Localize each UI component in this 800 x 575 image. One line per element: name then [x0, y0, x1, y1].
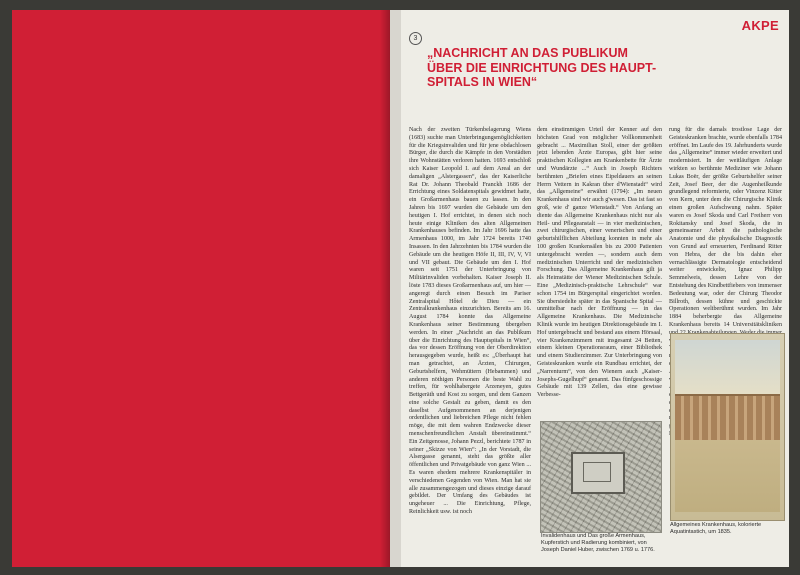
brand-logo-text: AKPE: [741, 18, 779, 33]
headline-line: SPITALS IN WIEN“: [427, 75, 538, 89]
headline-line: ÜBER DIE EINRICHTUNG DES HAUPT-: [427, 60, 657, 75]
inner-courtyard-shape: [583, 462, 611, 482]
red-cover-page: [12, 10, 390, 567]
page-fold-shadow: [380, 10, 390, 567]
aquatint-krankenhaus-image: [670, 333, 785, 521]
engraving-armenhaus-image: [540, 421, 662, 533]
image-caption-2: Allgemeines Krankenhaus, kolorierte Aquatintastich, um 1835.: [670, 522, 762, 535]
image-building: [675, 394, 780, 442]
page-number: 3: [409, 32, 422, 45]
headline-line: „NACHRICHT AN DAS PUBLIKUM: [427, 46, 628, 60]
brochure-spread: [12, 10, 789, 567]
image-caption-1: Invalidenhaus und Das große Armenhaus, Kupferstich und Radierung kombiniert, von Joseph Daniel Huber, zwischen 1769 u. 1776.: [541, 533, 655, 553]
article-headline: [427, 46, 772, 90]
text-column-1: Nach der zweiten Türkenbelagerung Wiens (1683) suchte man Unterbringungsmöglichkeiten für die Kriegsinvaliden und für jene obdachlosen Bürger, die durch die Kämpfe in den Vorstädten ihre Wohnstätten verloren hatten. 1693 entschloß sich Kaiser Leopold I. auf dem Areal an der damaligen „Alstergassen“, das der Kaiserliche Rat Dr. Johann Theobald Franckh 1686 der Errichtung eines Soldatenspitals gewidmet hatte, ein Großarmenhaus bauen zu lassen. In den Jahren bis 1697 wurden die Gebäude um den heutigen I. Hof errichtet, in denen sich noch heute einige Kliniken des alten Allgemeinen Krankenhauses befinden. Im Jahr 1696 hatte das Armenhaus 1000, im Jahr 1724 bereits 1740 Insassen. In den Jahrzehnten bis 1784 wurden die Gebäude um die heutigen Höfe II, III, IV, V, VI und VII gebaut. Die Gebäude um den I. Hof waren seit 1751 der Unterbringung von Militärinvaliden vorbehalten. Kaiser Joseph II. löste 1783 dieses Großarmenhaus auf, um hier — angeregt durch einen Besuch im Pariser Zentralspital Hôtel de Dieu — ein Zentralkrankenhaus einzurichten. Bereits am 16. August 1784 konnte das Allgemeine Krankenhaus seiner Bestimmung übergeben werden. In einer „Nachricht an das Publikum über die Einrichtung des Hauptspitals in Wien“, das vor dessen Eröffnung von der Oberdirektion herausgegeben wurde, heißt es: „Überhaupt hat man getrachtet, an Ärzten, Chirurgen, Geburtshelfern, Wehmüttern (Hebammen) und anderen nöthigen Personen die beste Wahl zu treffen, für wohlhabergete Arzeneyen, gutes Bettgeräth und Kost zu sorgen, und dem Ganzen eine solche Gestalt zu geben, damit es den daselbst Aufgenommenen an derjenigen ordentlichen und liebreichen Pflege nicht fehlen möge, die mit dem wahren Endzwecke dieser menschenfreundlichen Anstalt übereinstimmt.“ Ein Zeitgenosse, Johann Pezzl, berichtete 1787 in seiner „Skizze von Wien“: „In der Vorstadt, die Alsergasse genannt, steht das größte aller öffentlichen und Privatgebäude von ganz Wien ... Es waren ehedem mehrere Krankenspitäler in verschiedenen Gegenden von Wien. Man hat sie alle zusammengezogen und dieses einzige darauf gebildet. Der Umfang des Gebäudes ist ungeheuer ... Die Einrichtung, Pflege, Reinlichkeit usw. ist noch: [409, 127, 531, 516]
image-ground: [675, 440, 780, 512]
page-gutter: [390, 10, 401, 567]
text-column-3: rung für die damals trostlose Lage der Geisteskranken brachte, wurde ebenfalls 1784 eröffnet. Im Laufe des 19. Jahrhunderts wurde das „Allgemeine“ immer wieder erweitert und modernisiert. In der weitläufigen Anlage wirkten so berühmte Mediziner wie Johann Lukas Boër, der größte Geburtshelfer seiner Zeit, Josef Beer, der die Augenheilkunde grundlegend reformierte, oder Vinzenz Kitter von Kern, unter dem die Chirurgische Klinik einen großen Aufschwung nahm. Später waren es Josef Skoda und Carl Freiherr von Rokitansky und Josef Skoda, die in gemeinsamer Arbeit die pathologische Anatomie und die physikalische Diagnostik von Grund auf erneuerten, Ferdinand Ritter von Hebra, der die bis dahin eher vernachlässigte Dermatologie entscheidend weiter entwickelte, Ignaz Philipp Semmelweis, dessen Lehre von der Entstehung des Kindbettfiebers von immenser Bedeutung war, oder der Chirurg Theodor Billroth, dessen kühne und geschickte Operationen weltberühmt wurden. Im Jahr 1884 beherbergte das Allgemeine Krankenhaus bereits 14 Universitätskliniken: [669, 127, 782, 328]
article-page: [401, 10, 789, 567]
text-column-2: dem einstimmigen Urteil der Kenner auf den höchsten Grad von möglicher Vollkommenheit gebracht ... Maximilian Stoll, einer der größten jetzt lebenden Ärzte Europas, gibt hier seine praktischen Kollegien am Krankenbette für Ärzte und Wundärzte ...“ Auch in Joseph Richters berühmten „Briefen eines Eipeldauers an seinen Herrn Vettern in Kakran über d'Wienstadt“ wird das „Allgemeine“ erwähnt (1794): „Im neuen Krankenhaus sind wir auch g'wesen. Das ist fast so groß, wie d' ganze Wienstadt.“ Von Anfang an diente das Allgemeine Krankenhaus nicht nur als Heil- und Pflegeanstalt — in vier medizinischen, zwei chirurgischen, einer venerischen und einer geburtshilflichen Abteilung konnten in mehr als 100 großen Krankensälen bis zu 2000 Patienten untergebracht werden —, sondern auch dem medizinischen Unterricht und der medizinischen Forschung. Das Allgemeine Krankenhaus gilt ja als Heimstätte der Wiener Medizinischen Schule. Eine „Medizinisch-praktische Lehrschule“ war schon 1754 im Bürgerspital eingerichtet worden. Sie übersiedelte später in das Spanische Spital — unmittelbar nach der Eröffnung — in das Allgemeine Krankenhaus. Die Medizinische Klinik wurde im heutigen Direktionsgebäude im I. Hof untergebracht und bestand aus einem Hörsaal, vier Krankenzimmern mit insgesamt 24 Betten, einem kleinen Operationsraum, einer Bibliothek und einem Studierzimmer. Zur Unterbringung von Geisteskranken wurde ein Rundbau errichtet, der „Narrenturm“, von den Wienern auch „Kaiser-Josephs-Gugelhupf“ genannt. Das fünfgeschossige Gebäude mit 139 Zellen, das eine gewisse Verbesse-: [537, 127, 662, 399]
image-sky: [675, 340, 780, 395]
